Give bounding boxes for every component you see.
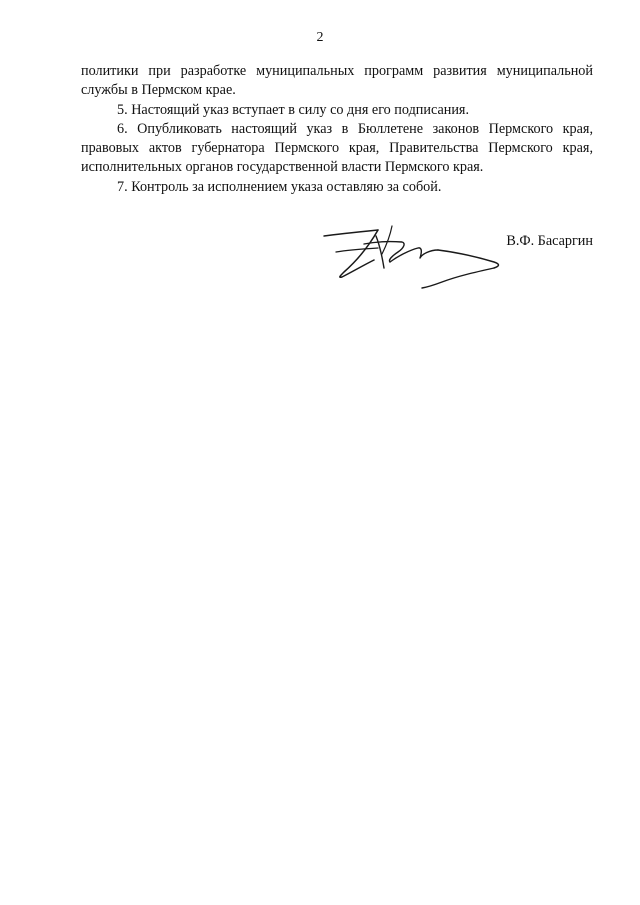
handwritten-signature	[318, 222, 504, 290]
signatory-name: В.Ф. Басаргин	[506, 233, 593, 249]
page-number: 2	[316, 30, 324, 45]
paragraph-item-7: 7. Контроль за исполнением указа оставляю за собой.	[117, 178, 442, 195]
paragraph-continuation: политики при разработке муниципальных программ развития муниципальной службы в Пермском крае.	[81, 63, 593, 99]
paragraph-item-5: 5. Настоящий указ вступает в силу со дня его подписания.	[117, 101, 470, 118]
document-body	[81, 62, 593, 197]
paragraph-item-6: 6. Опубликовать настоящий указ в Бюллетене законов Пермского края, правовых актов губернатора Пермского края, Правительства Пермского края, исполнительных органов государственной власти Пермского края.	[81, 120, 593, 176]
